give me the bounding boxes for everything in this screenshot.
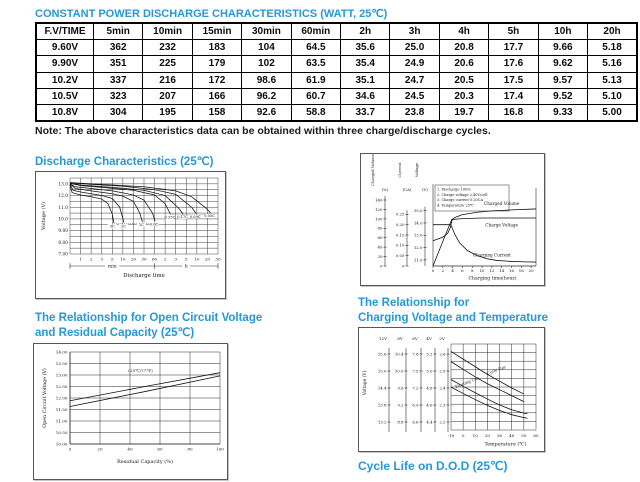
table-cell: 98.6	[242, 72, 291, 88]
svg-text:20: 20	[528, 268, 534, 273]
table-cell: 17.4	[489, 88, 538, 104]
svg-text:6V: 6V	[412, 336, 418, 341]
svg-text:Temperature (℃): Temperature (℃)	[484, 442, 527, 448]
table-cell: 9.60V	[36, 40, 94, 56]
svg-text:13.00: 13.00	[55, 372, 68, 378]
svg-text:1C: 1C	[138, 222, 144, 227]
discharge-chart-title: Discharge Characteristics (25℃)	[35, 156, 214, 168]
table-cell: 10.8V	[36, 105, 94, 122]
svg-text:0.09C: 0.09C	[189, 214, 201, 219]
table-cell: 166	[192, 88, 241, 104]
table-cell: 9.52	[538, 88, 587, 104]
svg-text:40: 40	[509, 433, 515, 438]
svg-text:20: 20	[377, 253, 383, 259]
svg-text:15.0: 15.0	[413, 208, 423, 214]
svg-text:11.00: 11.00	[55, 418, 68, 424]
svg-text:Voltage (V): Voltage (V)	[363, 370, 368, 396]
ocv-chart-box	[33, 343, 228, 480]
svg-text:0.17C: 0.17C	[177, 215, 188, 220]
svg-text:3: 3	[100, 256, 104, 262]
svg-text:60: 60	[151, 256, 158, 262]
table-header-cell: 30min	[242, 23, 291, 40]
table-cell: 5.10	[588, 88, 637, 104]
svg-text:12.50: 12.50	[55, 384, 68, 389]
svg-text:12.0: 12.0	[58, 194, 68, 200]
temp-chart-title	[358, 296, 618, 325]
table-cell: 17.6	[489, 56, 538, 72]
svg-text:10.0: 10.0	[58, 217, 68, 223]
svg-text:Discharge time: Discharge time	[123, 273, 165, 279]
svg-text:Charging time(hour): Charging time(hour)	[468, 276, 517, 282]
table-cell: 23.8	[390, 105, 439, 122]
svg-text:15.6: 15.6	[377, 351, 387, 357]
svg-text:50: 50	[521, 433, 527, 438]
table-row	[36, 105, 637, 122]
svg-text:0: 0	[431, 268, 435, 273]
svg-text:(CA): (CA)	[402, 187, 412, 192]
table-cell: 5.00	[588, 105, 637, 122]
svg-text:60: 60	[377, 235, 383, 241]
svg-text:h: h	[184, 264, 188, 270]
table-cell: 9.62	[538, 56, 587, 72]
svg-text:2.3: 2.3	[439, 402, 446, 408]
table-cell: 10.2V	[36, 72, 94, 88]
svg-text:20: 20	[97, 446, 103, 452]
svg-text:8: 8	[470, 268, 474, 273]
svg-text:13.8: 13.8	[377, 402, 387, 408]
temp-chart-title-line1: The Relationship for	[358, 297, 470, 309]
svg-text:Charged Volume: Charged Volume	[370, 154, 375, 186]
svg-text:40: 40	[377, 244, 383, 250]
svg-text:5: 5	[110, 256, 114, 262]
table-header-cell: 10h	[538, 23, 587, 40]
svg-text:8V: 8V	[397, 336, 403, 341]
discharge-chart-svg	[36, 172, 225, 298]
svg-text:0.10: 0.10	[395, 242, 405, 248]
table-header-cell: 2h	[341, 23, 390, 40]
table-cell: 20.8	[439, 40, 488, 56]
table-cell: 337	[94, 72, 143, 88]
table-header-cell: 60min	[291, 23, 340, 40]
svg-text:7.8: 7.8	[412, 351, 419, 357]
svg-text:12: 12	[489, 268, 495, 273]
svg-text:14: 14	[499, 268, 505, 273]
table-cell: 24.5	[390, 88, 439, 104]
svg-text:100: 100	[216, 446, 224, 452]
table-cell: 61.9	[291, 72, 340, 88]
table-cell: 19.7	[439, 105, 488, 122]
power-discharge-table	[35, 22, 638, 122]
temp-chart-svg	[359, 328, 544, 451]
table-cell: 35.1	[341, 72, 390, 88]
svg-text:7.2: 7.2	[412, 385, 419, 391]
table-cell: 5.13	[588, 72, 637, 88]
svg-text:Charge Voltage: Charge Voltage	[485, 222, 519, 228]
svg-text:80: 80	[377, 225, 383, 231]
table-header-cell: 4h	[439, 23, 488, 40]
svg-text:2: 2	[89, 256, 93, 262]
table-cell: 35.6	[341, 40, 390, 56]
table-header-cell: 5min	[94, 23, 143, 40]
svg-text:10.00: 10.00	[55, 441, 68, 447]
svg-text:12.0: 12.0	[413, 244, 423, 250]
charging-chart-svg	[361, 154, 544, 285]
table-cell: 25.0	[390, 40, 439, 56]
ocv-chart-svg	[34, 344, 227, 479]
svg-text:10.0: 10.0	[394, 368, 404, 374]
svg-text:2.4: 2.4	[439, 385, 446, 391]
svg-text:18: 18	[518, 268, 524, 273]
svg-text:1. Discharge 100%: 1. Discharge 100%	[437, 187, 471, 192]
svg-text:Floating Use: Floating Use	[454, 375, 480, 390]
svg-text:(%): (%)	[381, 187, 389, 192]
svg-text:10: 10	[194, 256, 200, 262]
svg-text:Residual Capacity (%): Residual Capacity (%)	[117, 459, 173, 465]
table-cell: 35.4	[341, 56, 390, 72]
svg-text:0: 0	[461, 433, 465, 438]
charging-chart-box	[360, 153, 545, 286]
svg-text:2.5: 2.5	[439, 368, 446, 374]
svg-text:7.5: 7.5	[412, 368, 419, 374]
svg-text:4.4: 4.4	[426, 419, 433, 425]
table-cell: 183	[192, 40, 241, 56]
svg-text:80: 80	[187, 446, 193, 452]
svg-text:10: 10	[479, 268, 485, 273]
svg-text:Cycle Use: Cycle Use	[486, 364, 507, 376]
table-cell: 232	[143, 40, 192, 56]
table-cell: 102	[242, 56, 291, 72]
svg-text:5.2: 5.2	[426, 351, 433, 357]
svg-text:0.05: 0.05	[395, 253, 405, 259]
table-header-cell: F.V/TIME	[36, 23, 94, 40]
svg-text:6.9: 6.9	[412, 402, 419, 408]
svg-text:4. Temperature 25℃: 4. Temperature 25℃	[437, 203, 474, 208]
svg-text:Charging Current: Charging Current	[472, 252, 511, 258]
table-row	[36, 88, 637, 104]
temp-chart-box	[358, 327, 545, 452]
svg-text:10.4: 10.4	[394, 351, 404, 357]
table-cell: 172	[192, 72, 241, 88]
table-cell: 17.7	[489, 40, 538, 56]
svg-text:Voltage: Voltage	[414, 162, 419, 178]
svg-text:1: 1	[79, 256, 82, 262]
svg-text:Open Circuit Voltage (V): Open Circuit Voltage (V)	[43, 368, 48, 428]
table-cell: 24.9	[390, 56, 439, 72]
svg-text:8.00: 8.00	[58, 240, 68, 246]
svg-text:11.50: 11.50	[55, 407, 68, 412]
svg-text:2C: 2C	[120, 224, 126, 229]
svg-text:7.00: 7.00	[58, 252, 68, 258]
svg-text:2: 2	[441, 268, 445, 273]
svg-text:13.0: 13.0	[58, 182, 68, 188]
table-cell: 24.7	[390, 72, 439, 88]
svg-text:2V: 2V	[439, 336, 445, 341]
svg-text:13.50: 13.50	[55, 361, 68, 366]
svg-text:9.6: 9.6	[397, 385, 404, 391]
svg-text:3C: 3C	[109, 224, 115, 229]
svg-text:2: 2	[163, 256, 167, 262]
table-cell: 33.7	[341, 105, 390, 122]
table-cell: 92.6	[242, 105, 291, 122]
svg-text:13.0: 13.0	[413, 232, 423, 238]
svg-text:5.0: 5.0	[426, 368, 433, 374]
svg-text:5: 5	[184, 256, 188, 262]
table-cell: 5.18	[588, 40, 637, 56]
table-cell: 34.6	[341, 88, 390, 104]
table-header-row	[36, 23, 637, 40]
table-cell: 9.66	[538, 40, 587, 56]
table-note: Note: The above characteristics data can be obtained within three charge/discharge cycles.	[35, 125, 491, 137]
table-cell: 195	[143, 105, 192, 122]
svg-text:4.6: 4.6	[426, 402, 433, 408]
svg-text:0: 0	[402, 263, 405, 269]
svg-text:40: 40	[127, 446, 133, 452]
svg-text:0: 0	[380, 263, 383, 269]
svg-text:13.2: 13.2	[377, 419, 387, 425]
table-cell: 304	[94, 105, 143, 122]
svg-text:14.0: 14.0	[413, 220, 423, 226]
discharge-chart-box	[35, 171, 226, 299]
svg-text:14.00: 14.00	[55, 349, 68, 355]
table-cell: 20.5	[439, 72, 488, 88]
svg-text:12.00: 12.00	[55, 395, 68, 401]
table-body	[36, 40, 637, 122]
svg-text:0.25: 0.25	[395, 211, 405, 217]
svg-text:Charged Volume: Charged Volume	[484, 200, 520, 206]
table-cell: 20.3	[439, 88, 488, 104]
svg-text:140: 140	[375, 197, 383, 203]
svg-text:10.50: 10.50	[55, 430, 68, 435]
svg-text:60: 60	[533, 433, 539, 438]
ocv-chart-title-line2: and Residual Capacity (25℃)	[35, 326, 195, 339]
svg-text:0.25C: 0.25C	[164, 215, 176, 220]
svg-text:4: 4	[451, 268, 454, 273]
table-cell: 5.16	[588, 56, 637, 72]
svg-text:0.6C: 0.6C	[149, 222, 159, 227]
table-header-cell: 15min	[192, 23, 241, 40]
table-cell: 216	[143, 72, 192, 88]
svg-text:30: 30	[141, 256, 147, 262]
svg-text:60: 60	[157, 446, 163, 452]
table-cell: 207	[143, 88, 192, 104]
table-header	[36, 23, 637, 40]
svg-text:6: 6	[461, 268, 464, 273]
temp-chart-title-line2: Charging Voltage and Temperature	[358, 311, 548, 324]
svg-text:11.0: 11.0	[58, 205, 68, 211]
svg-text:0.15: 0.15	[395, 232, 405, 238]
table-cell: 225	[143, 56, 192, 72]
table-row	[36, 72, 637, 88]
table-cell: 64.5	[291, 40, 340, 56]
svg-text:20: 20	[130, 256, 137, 262]
svg-text:15.0: 15.0	[377, 368, 387, 374]
svg-text:4.8: 4.8	[426, 385, 433, 391]
svg-text:12V: 12V	[378, 336, 388, 341]
ocv-chart-title-line1: The Relationship for Open Circuit Voltage	[35, 312, 263, 324]
table-cell: 9.90V	[36, 56, 94, 72]
table-header-cell: 5h	[489, 23, 538, 40]
page-title: CONSTANT POWER DISCHARGE CHARACTERISTICS (WATT, 25℃)	[35, 8, 388, 20]
table-cell: 323	[94, 88, 143, 104]
table-cell: 16.8	[489, 105, 538, 122]
table-cell: 20.6	[439, 56, 488, 72]
svg-text:0.05C: 0.05C	[204, 214, 215, 219]
table-cell: 9.33	[538, 105, 587, 122]
svg-text:3. Charge current 0.20CA: 3. Charge current 0.20CA	[437, 198, 483, 203]
table-cell: 351	[94, 56, 143, 72]
table-cell: 58.8	[291, 105, 340, 122]
table-cell: 104	[242, 40, 291, 56]
table-cell: 9.57	[538, 72, 587, 88]
svg-text:3: 3	[174, 256, 178, 262]
svg-text:0: 0	[68, 446, 72, 452]
svg-text:30: 30	[496, 433, 503, 438]
svg-text:2.2: 2.2	[439, 419, 446, 425]
svg-text:30: 30	[215, 256, 221, 262]
svg-text:10: 10	[120, 256, 126, 262]
table-row	[36, 40, 637, 56]
svg-text:8.8: 8.8	[397, 419, 404, 425]
svg-text:16: 16	[508, 268, 514, 273]
svg-text:6.6: 6.6	[412, 419, 419, 425]
svg-text:20: 20	[484, 433, 491, 438]
svg-text:Voltage (V): Voltage (V)	[41, 201, 47, 231]
table-header-cell: 3h	[390, 23, 439, 40]
svg-text:-10: -10	[447, 433, 455, 438]
svg-text:(25℃/77°F): (25℃/77°F)	[128, 368, 153, 374]
svg-text:14.4: 14.4	[377, 385, 387, 391]
svg-text:2.6: 2.6	[439, 351, 446, 357]
table-cell: 362	[94, 40, 143, 56]
svg-text:4V: 4V	[426, 336, 432, 341]
table-cell: 10.5V	[36, 88, 94, 104]
svg-text:120: 120	[375, 206, 383, 212]
svg-text:20: 20	[204, 256, 211, 262]
table-header-cell: 10min	[143, 23, 192, 40]
table-cell: 179	[192, 56, 241, 72]
ocv-chart-title	[35, 311, 335, 340]
table-cell: 63.5	[291, 56, 340, 72]
svg-text:100: 100	[375, 216, 383, 222]
svg-text:11.0: 11.0	[413, 257, 423, 263]
svg-text:2. Charge voltage 2.40V/cell: 2. Charge voltage 2.40V/cell	[437, 192, 488, 197]
svg-text:(V): (V)	[422, 187, 428, 192]
svg-text:Current: Current	[397, 162, 402, 178]
table-row	[36, 56, 637, 72]
table-cell: 158	[192, 105, 241, 122]
svg-text:10: 10	[472, 433, 478, 438]
svg-text:0.20: 0.20	[395, 222, 405, 228]
svg-text:min: min	[107, 264, 117, 270]
svg-text:9.00: 9.00	[58, 229, 68, 235]
table-header-cell: 20h	[588, 23, 637, 40]
table-cell: 96.2	[242, 88, 291, 104]
table-cell: 17.5	[489, 72, 538, 88]
cycle-life-heading: Cycle Life on D.O.D (25℃)	[358, 459, 508, 473]
svg-text:9.2: 9.2	[397, 402, 404, 408]
table-cell: 60.7	[291, 88, 340, 104]
